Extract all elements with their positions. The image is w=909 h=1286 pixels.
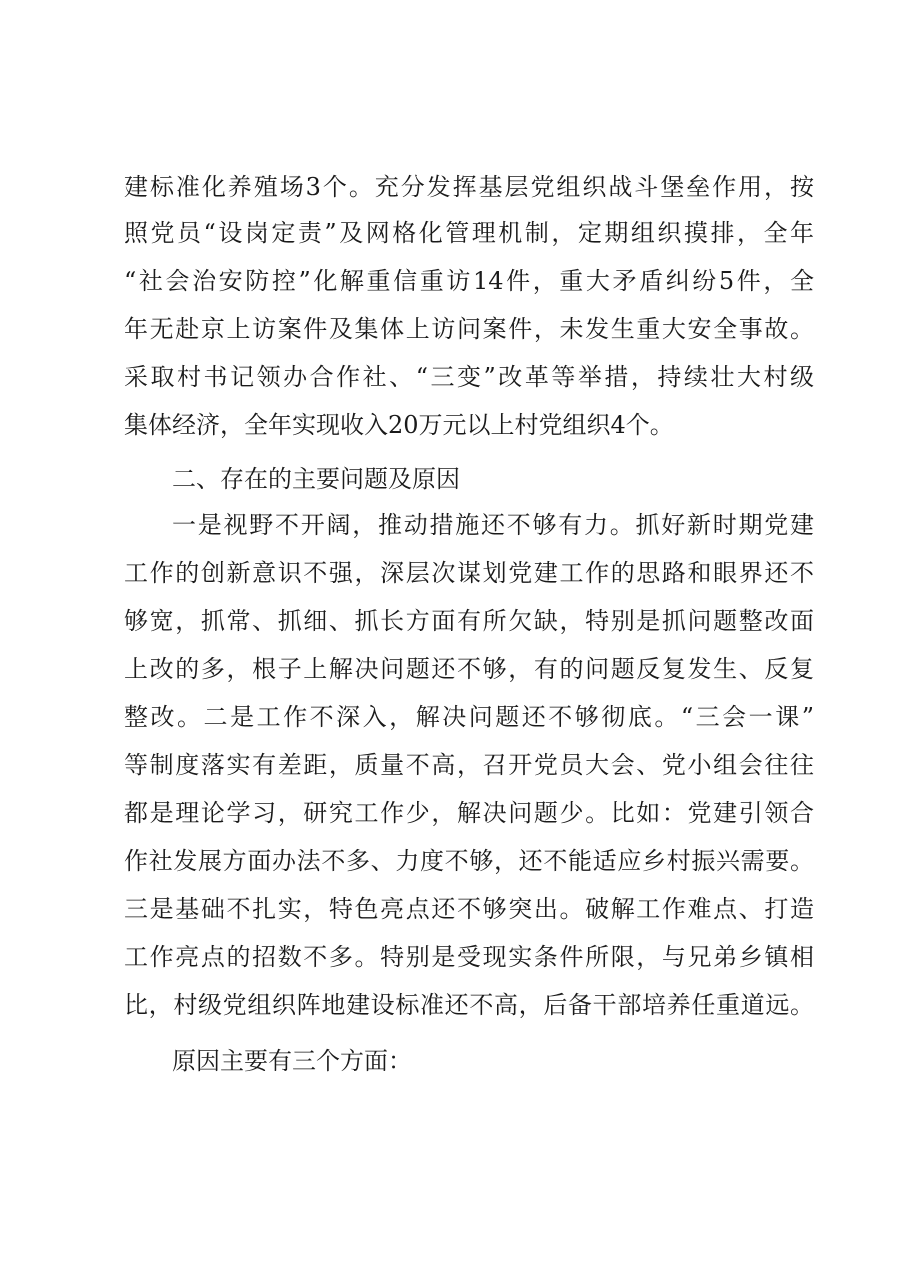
paragraph-1-line-2: 照党员“设岗定责”及网格化管理机制，定期组织摸排，全年 <box>124 219 814 247</box>
paragraph-2-line-10: 工作亮点的招数不多。特别是受现实条件所限，与兄弟乡镇相 <box>124 943 814 971</box>
paragraph-2-line-9: 三是基础不扎实，特色亮点还不够突出。破解工作难点、打造 <box>124 895 814 923</box>
paragraph-1-line-5: 采取村书记领办合作社、“三变”改革等举措，持续壮大村级 <box>124 363 814 391</box>
paragraph-2-line-1: 一是视野不开阔，推动措施还不够有力。抓好新时期党建 <box>172 511 814 539</box>
paragraph-2-line-8: 作社发展方面办法不多、力度不够，还不能适应乡村振兴需要。 <box>124 847 814 875</box>
paragraph-2-line-11: 比，村级党组织阵地建设标准还不高，后备干部培养任重道远。 <box>124 991 814 1019</box>
paragraph-1-line-1: 建标准化养殖场3个。充分发挥基层党组织战斗堡垒作用，按 <box>124 173 814 201</box>
paragraph-2-line-2: 工作的创新意识不强，深层次谋划党建工作的思路和眼界还不 <box>124 559 814 587</box>
paragraph-2-line-7: 都是理论学习，研究工作少，解决问题少。比如：党建引领合 <box>124 799 814 827</box>
paragraph-2-line-4: 上改的多，根子上解决问题还不够，有的问题反复发生、反复 <box>124 655 814 683</box>
section-heading: 二、存在的主要问题及原因 <box>172 465 460 493</box>
paragraph-3: 原因主要有三个方面： <box>172 1047 412 1075</box>
paragraph-2-line-6: 等制度落实有差距，质量不高，召开党员大会、党小组会往往 <box>124 751 814 779</box>
paragraph-2-line-3: 够宽，抓常、抓细、抓长方面有所欠缺，特别是抓问题整改面 <box>124 607 814 635</box>
paragraph-1-line-6: 集体经济，全年实现收入20万元以上村党组织4个。 <box>124 411 674 439</box>
paragraph-1-line-4: 年无赴京上访案件及集体上访问案件，未发生重大安全事故。 <box>124 315 814 343</box>
paragraph-1-line-3: “社会治安防控”化解重信重访14件，重大矛盾纠纷5件，全 <box>124 267 814 295</box>
paragraph-2-line-5: 整改。二是工作不深入，解决问题还不够彻底。“三会一课” <box>124 703 814 731</box>
